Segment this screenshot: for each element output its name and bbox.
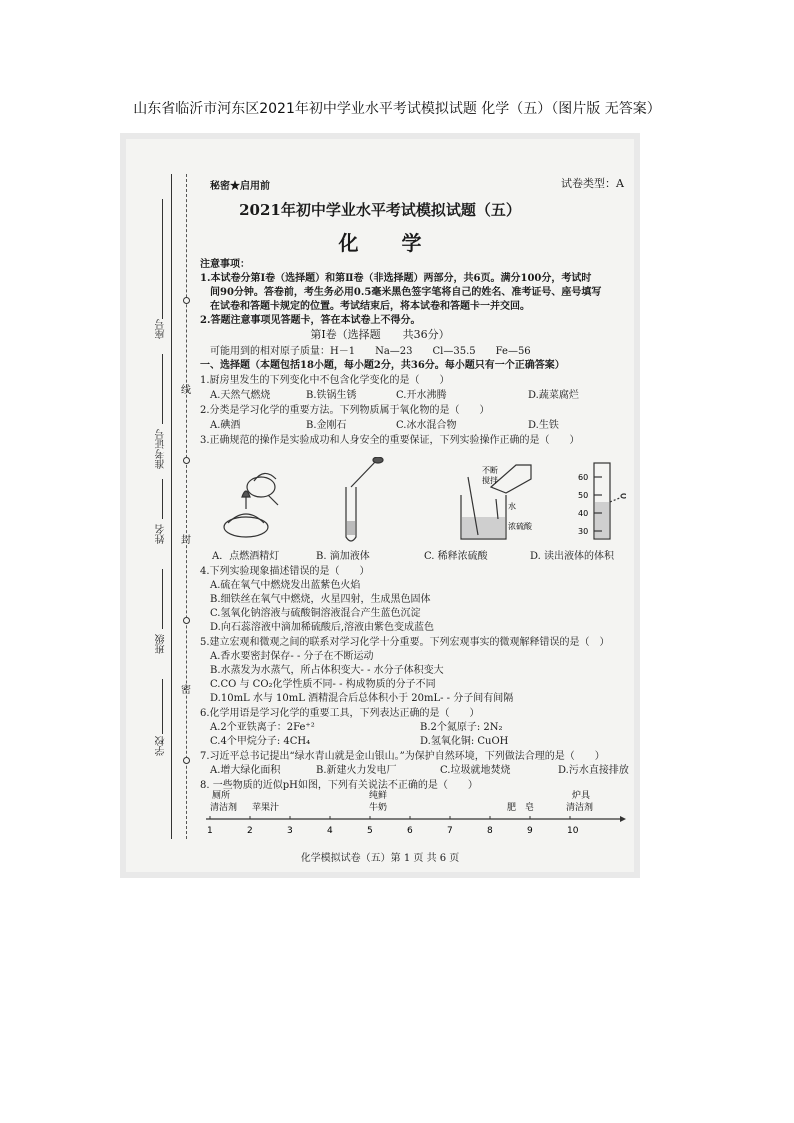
ph-axis-arrow <box>620 816 626 822</box>
q3-caption-b: B. 滴加液体 <box>316 551 370 562</box>
q2-option-b: B.金刚石 <box>306 420 347 431</box>
fig-c-label-acid: 浓硫酸 <box>508 522 532 531</box>
q4-option-b: B.细铁丝在氧气中燃烧，火星四射，生成黑色固体 <box>210 594 431 605</box>
ph-tick-label: 4 <box>327 826 333 836</box>
q6-stem: 6.化学用语是学习化学的重要工具，下列表达正确的是（ ） <box>200 708 480 719</box>
side-label-exam-id: 准考证号 <box>156 429 167 469</box>
side-label-school: 学校 <box>156 736 167 756</box>
q2-option-c: C.冰水混合物 <box>396 420 457 431</box>
q7-option-a: A.增大绿化面积 <box>210 765 281 776</box>
ph-label-soap: 肥 皂 <box>507 803 535 813</box>
page-footer: 化学模拟试卷（五）第 1 页 共 6 页 <box>300 853 460 864</box>
ph-label-milk-2: 牛奶 <box>369 803 388 813</box>
paper-type: 试卷类型：A <box>561 177 624 190</box>
fig-c-label-water: 水 <box>508 502 516 511</box>
q1-option-a: A.天然气燃烧 <box>210 390 271 401</box>
seal-mark-line: 线 <box>181 385 191 396</box>
q6-option-d: D.氢氧化铜: CuOH <box>420 736 509 747</box>
binding-line <box>171 174 172 839</box>
ph-label-toilet-2: 清洁剂 <box>210 803 238 813</box>
class-field-line <box>162 569 163 629</box>
q1-option-d: D.蔬菜腐烂 <box>528 390 579 401</box>
school-field-line <box>162 679 163 734</box>
ph-scale <box>202 789 628 847</box>
part1-heading: 第Ⅰ卷（选择题 共36分） <box>310 328 450 341</box>
ph-tick-label: 1 <box>207 826 213 836</box>
atomic-masses: 可能用到的相对原子质量：H－1 Na—23 Cl—35.5 Fe—56 <box>210 346 531 357</box>
fig-c-label-stir: 搅拌 <box>482 476 498 485</box>
figure-d-cylinder <box>594 463 626 539</box>
q4-option-a: A.硫在氧气中燃烧发出蓝紫色火焰 <box>210 580 361 591</box>
ph-tick-label: 6 <box>407 826 413 836</box>
fig-d-tick-30: 30 <box>578 527 589 536</box>
ph-label-toilet-1: 厕所 <box>212 791 231 801</box>
q1-option-b: B.铁锅生锈 <box>306 390 357 401</box>
q4-option-c: C.氢氧化钠溶液与硫酸铜溶液混合产生蓝色沉淀 <box>210 608 421 619</box>
secret-mark: 秘密★启用前 <box>210 181 270 192</box>
ph-tick-label: 8 <box>487 826 493 836</box>
ph-tick-label: 7 <box>447 826 453 836</box>
q5-option-c: C.CO 与 CO₂化学性质不同- - 构成物质的分子不同 <box>210 679 436 690</box>
seal-mark-seal: 封 <box>181 535 191 546</box>
q8-stem: 8. 一些物质的近似pH如图，下列有关说法不正确的是（ ） <box>200 780 478 791</box>
fig-c-label-constant: 不断 <box>482 466 498 475</box>
ph-label-apple: 苹果汁 <box>252 803 280 813</box>
side-label-class: 班级 <box>156 634 167 654</box>
fig-d-tick-40: 40 <box>578 509 589 518</box>
paper-sheet <box>126 139 634 872</box>
section-heading: 一、选择题（本题包括18小题，每小题2分，共36分。每小题只有一个正确答案） <box>200 360 565 371</box>
q2-option-d: D.生铁 <box>528 420 559 431</box>
binding-hole <box>183 617 190 624</box>
figure-b-dropper <box>346 457 383 541</box>
q7-stem: 7.习近平总书记提出“绿水青山就是金山银山。”为保护自然环境，下列做法合理的是（ ） <box>200 751 605 762</box>
scanned-exam-page <box>120 133 640 878</box>
q4-stem: 4.下列实验现象描述错误的是（ ） <box>200 566 370 577</box>
binding-hole <box>183 297 190 304</box>
ph-tick-label: 2 <box>247 826 253 836</box>
q5-stem: 5.建立宏观和微观之间的联系对学习化学十分重要。下列宏观事实的微观解释错误的是（ ） <box>200 637 610 648</box>
ph-tick-label: 9 <box>527 826 533 836</box>
q7-option-c: C.垃圾就地焚烧 <box>440 765 511 776</box>
q3-caption-c: C. 稀释浓硫酸 <box>424 551 488 562</box>
side-label-seat: 座号 <box>156 319 167 339</box>
note-1-line-3: 在试卷和答题卡规定的位置。考试结束后，将本试卷和答题卡一并交回。 <box>210 301 530 312</box>
q6-option-a: A.2个亚铁离子：2Fe⁺² <box>210 722 315 733</box>
ph-label-stove-2: 清洁剂 <box>566 803 594 813</box>
ph-tick-label: 10 <box>567 826 579 836</box>
ph-tick-label: 5 <box>367 826 373 836</box>
note-1-line-2: 间90分钟。答卷前，考生务必用0.5毫米黑色签字笔将自己的姓名、准考证号、座号填写 <box>210 287 602 298</box>
q3-figures <box>206 457 626 547</box>
note-2: 2.答题注意事项见答题卡，答在本试卷上不得分。 <box>200 315 421 326</box>
subject-title: 化 学 <box>338 231 440 255</box>
q2-stem: 2.分类是学习化学的重要方法。下列物质属于氧化物的是（ ） <box>200 405 490 416</box>
ph-tick-label: 3 <box>287 826 293 836</box>
name-field-line <box>162 479 163 519</box>
q2-option-a: A.碘酒 <box>210 420 241 431</box>
q1-option-c: C.开水沸腾 <box>396 390 447 401</box>
q5-option-a: A.香水要密封保存- - 分子在不断运动 <box>210 651 374 662</box>
q1-stem: 1.厨房里发生的下列变化中不包含化学变化的是（ ） <box>200 375 450 386</box>
q3-caption-a: A．点燃酒精灯 <box>212 551 280 562</box>
id-field-line <box>162 354 163 424</box>
ph-label-stove-1: 炉具 <box>572 791 591 801</box>
q6-option-b: B.2个氮原子: 2N₂ <box>420 722 503 733</box>
fig-d-tick-50: 50 <box>578 491 589 500</box>
exam-title: 2021年初中学业水平考试模拟试题（五） <box>239 201 521 219</box>
q4-option-d: D.向石蕊溶液中滴加稀硫酸后,溶液由紫色变成蓝色 <box>210 622 435 633</box>
fig-d-tick-60: 60 <box>578 473 589 482</box>
side-label-name: 姓名 <box>156 524 167 544</box>
note-1-line-1: 1.本试卷分第Ⅰ卷（选择题）和第Ⅱ卷（非选择题）两部分，共6页。满分100分，考试时 <box>200 273 592 284</box>
binding-dashed-line <box>186 174 187 839</box>
q3-stem: 3.正确规范的操作是实验成功和人身安全的重要保证，下列实验操作正确的是（ ） <box>200 435 580 446</box>
figure-a-alcohol-lamps <box>224 473 278 537</box>
q7-option-b: B.新建火力发电厂 <box>316 765 397 776</box>
document-title: 山东省临沂市河东区2021年初中学业水平考试模拟试题 化学（五）（图片版 无答案） <box>133 101 661 117</box>
q5-option-d: D.10mL 水与 10mL 酒精混合后总体积小于 20mL- - 分子间有间隔 <box>210 693 514 704</box>
seal-mark-secret: 密 <box>181 685 191 696</box>
binding-hole <box>183 457 190 464</box>
ph-label-milk-1: 纯鲜 <box>369 791 388 801</box>
q3-caption-d: D. 读出液体的体积 <box>530 551 615 562</box>
notes-heading: 注意事项： <box>200 259 250 270</box>
q7-option-d: D.污水直接排放 <box>558 765 629 776</box>
q6-option-c: C.4个甲烷分子: 4CH₄ <box>210 736 311 747</box>
binding-hole <box>183 757 190 764</box>
q5-option-b: B.水蒸发为水蒸气，所占体积变大- - 水分子体积变大 <box>210 665 444 676</box>
